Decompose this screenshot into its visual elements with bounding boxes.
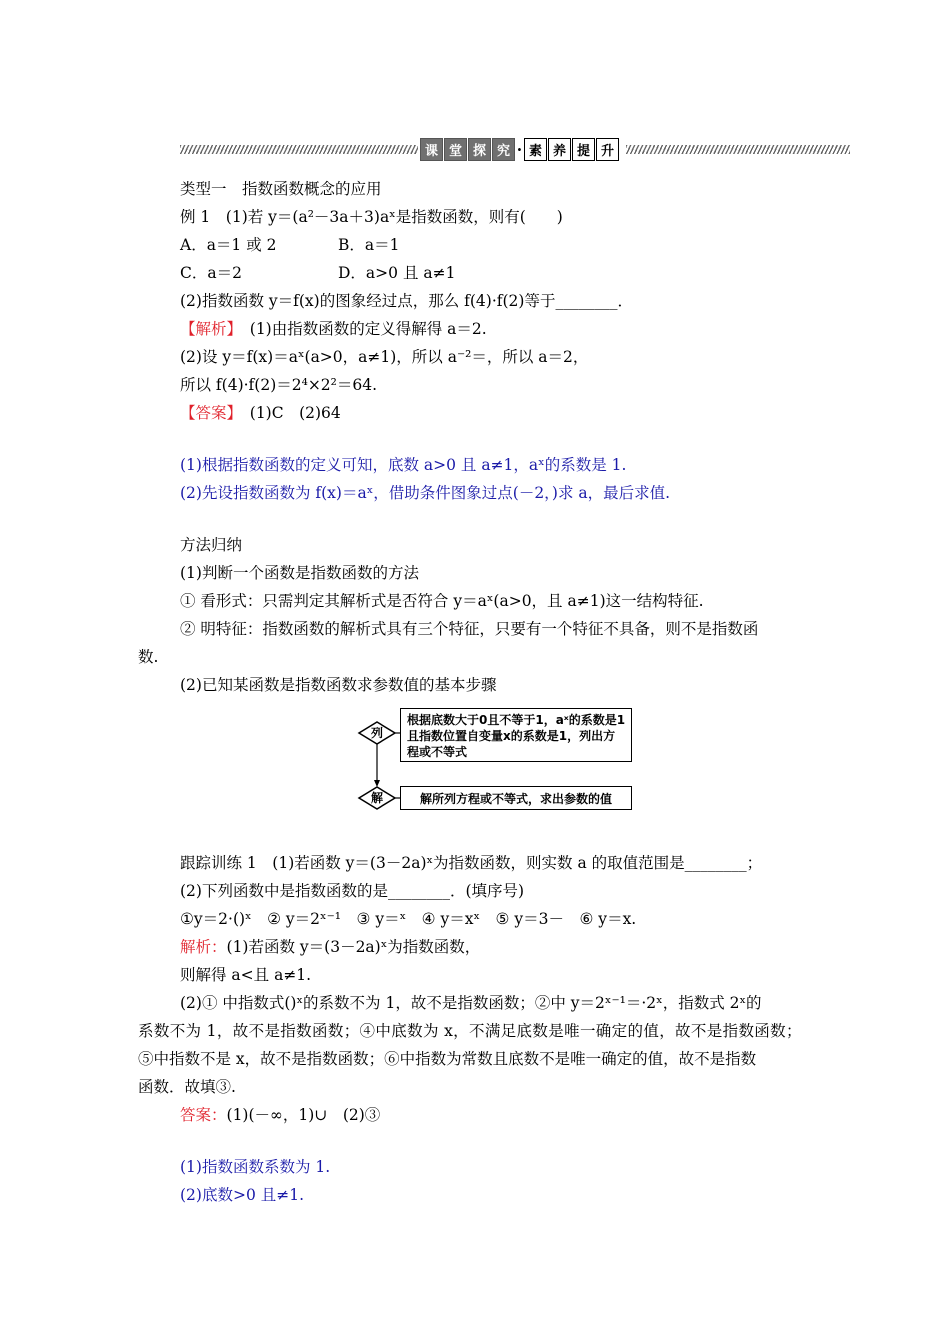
step-1-box xyxy=(400,708,632,762)
choice-b: B．a＝1 xyxy=(338,236,400,254)
practice-analysis-line-4: 系数不为 1，故不是指数函数；④中底数为 x，不满足底数是唯一确定的值，故不是指数函数； xyxy=(138,1022,802,1040)
choice-d: D．a>0 且 a≠1 xyxy=(338,264,456,282)
step-1-label: 列 xyxy=(370,726,383,740)
example-1-question: 例 1 (1)若 y＝(a²－3a＋3)aˣ是指数函数，则有( ) xyxy=(180,208,563,226)
banner-char: 课 xyxy=(420,138,443,161)
analysis-tag: 【解析】 xyxy=(180,320,235,338)
method-line-4: (2)已知某函数是指数函数求参数值的基本步骤 xyxy=(180,676,497,694)
step-1-text-line: 且指数位置自变量x的系数是1，列出方 xyxy=(407,729,616,743)
section-heading: 类型一 指数函数概念的应用 xyxy=(180,180,382,198)
step-2-text: 解所列方程或不等式，求出参数的值 xyxy=(419,791,612,806)
analysis-text: (1)由指数函数的定义得解得 a＝2. xyxy=(234,320,487,338)
banner-hatch-right xyxy=(626,145,850,154)
practice-analysis-line-6: 函数．故填③. xyxy=(138,1078,236,1096)
answer-text: (1)C (2)64 xyxy=(234,404,341,422)
method-heading: 方法归纳 xyxy=(180,536,243,554)
banner-separator: · xyxy=(516,139,523,159)
step-2-box xyxy=(400,786,632,810)
choice-a: A．a＝1 或 2 xyxy=(180,236,277,254)
practice-analysis-tag: 解析： xyxy=(180,938,227,956)
answer-line xyxy=(180,403,341,423)
answer-tag: 【答案】 xyxy=(180,404,235,422)
banner-title xyxy=(420,137,620,161)
method-line-3: ② 明特征：指数函数的解析式具有三个特征，只要有一个特征不具备，则不是指数函 xyxy=(180,620,759,638)
practice-question-1: 跟踪训练 1 (1)若函数 y＝(3－2a)ˣ为指数函数，则实数 a 的取值范围是________； xyxy=(180,854,763,872)
step-2-label: 解 xyxy=(370,791,383,805)
summary-line-2: (2)底数>0 且≠1. xyxy=(180,1186,305,1204)
analysis-line xyxy=(180,319,487,339)
analysis-line-3: 所以 f(4)·f(2)＝2⁴×2²＝64. xyxy=(180,376,378,394)
method-line-1: (1)判断一个函数是指数函数的方法 xyxy=(180,564,419,582)
practice-answer-tag: 答案： xyxy=(180,1106,227,1124)
example-1-part-2: (2)指数函数 y＝f(x)的图象经过点，那么 f(4)·f(2)等于________． xyxy=(180,292,633,310)
hint-line-1: (1)根据指数函数的定义可知，底数 a>0 且 a≠1，aˣ的系数是 1. xyxy=(180,456,627,474)
method-line-3-cont: 数. xyxy=(138,648,159,666)
practice-answer-text: (1)(－∞，1)∪ (2)③ xyxy=(226,1106,381,1124)
method-line-2: ① 看形式：只需判定其解析式是否符合 y＝aˣ(a>0，且 a≠1)这一结构特征. xyxy=(180,592,704,610)
summary-line-1: (1)指数函数系数为 1. xyxy=(180,1158,331,1176)
practice-answer-line xyxy=(180,1105,380,1125)
section-banner xyxy=(180,137,850,161)
practice-options: ①y＝2·()ˣ ② y＝2ˣ⁻¹ ③ y＝ˣ ④ y＝xˣ ⑤ y＝3－ ⑥ y＝x. xyxy=(180,910,637,928)
banner-char: 养 xyxy=(548,138,571,161)
hint-line-2: (2)先设指数函数为 f(x)＝aˣ，借助条件图象过点(－2，)求 a，最后求值. xyxy=(180,484,671,502)
banner-char: 堂 xyxy=(444,138,467,161)
analysis-line-2: (2)设 y＝f(x)＝aˣ(a>0，a≠1)，所以 a⁻²＝，所以 a＝2， xyxy=(180,348,589,366)
banner-char: 素 xyxy=(524,138,547,161)
banner-char: 升 xyxy=(596,138,619,161)
banner-char: 探 xyxy=(468,138,491,161)
practice-analysis-line-3: (2)① 中指数式()ˣ的系数不为 1，故不是指数函数；②中 y＝2ˣ⁻¹＝·2ˣ，指数式 2ˣ的 xyxy=(180,994,762,1012)
step-1-text-line: 程或不等式 xyxy=(407,745,468,759)
practice-analysis-line xyxy=(180,937,480,957)
flow-arrow-head xyxy=(374,780,380,787)
practice-analysis-text: (1)若函数 y＝(3－2a)ˣ为指数函数， xyxy=(226,938,481,956)
choice-c: C．a＝2 xyxy=(180,264,242,282)
step-1-text-line: 根据底数大于0且不等于1，aˣ的系数是1 xyxy=(407,713,626,727)
banner-char: 究 xyxy=(492,138,515,161)
banner-hatch-left xyxy=(180,145,418,154)
practice-analysis-line-2: 则解得 a<且 a≠1. xyxy=(180,966,312,984)
practice-analysis-line-5: ⑤中指数不是 x，故不是指数函数；⑥中指数为常数且底数不是唯一确定的值，故不是指数 xyxy=(138,1050,757,1068)
practice-question-2: (2)下列函数中是指数函数的是________．(填序号) xyxy=(180,882,525,900)
banner-char: 提 xyxy=(572,138,595,161)
steps-flowchart xyxy=(355,706,640,816)
